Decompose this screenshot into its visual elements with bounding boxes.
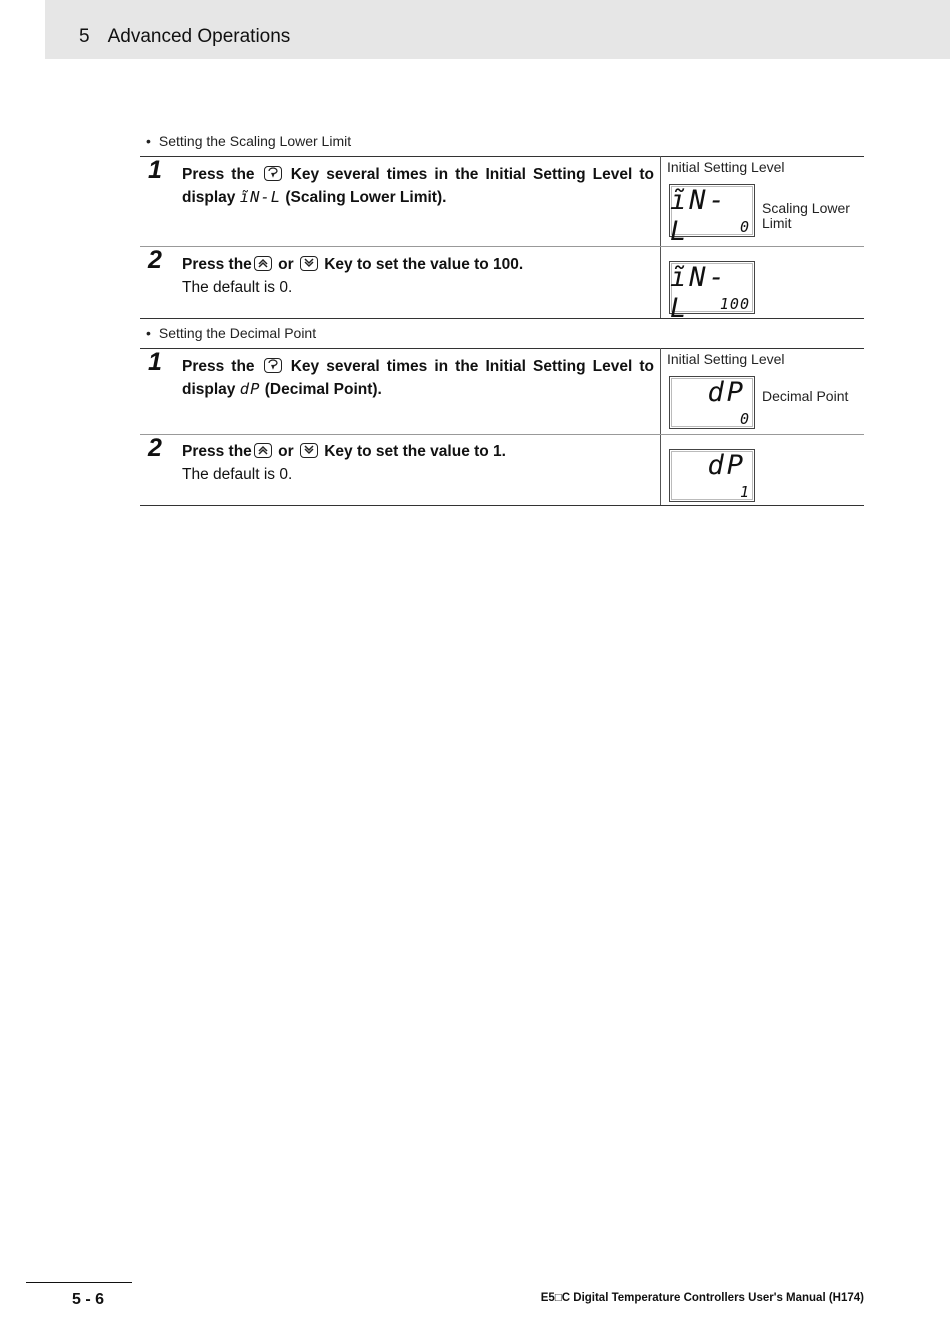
- up-key-icon: [254, 256, 272, 271]
- step-number: 2: [148, 246, 162, 274]
- down-key-icon: [300, 443, 318, 458]
- chapter-name: Advanced Operations: [107, 26, 291, 47]
- table-bottom-rule: [140, 505, 864, 506]
- lcd-sv: 1: [739, 483, 750, 501]
- table-bottom-rule: [140, 318, 864, 319]
- level-label: Initial Setting Level: [667, 351, 785, 367]
- lcd-pv: dP: [707, 450, 746, 481]
- chapter-number: 5: [79, 26, 90, 47]
- column-divider: [660, 156, 661, 319]
- step-number: 1: [148, 348, 162, 376]
- lcd-pv: dP: [707, 377, 746, 408]
- chapter-title: [79, 26, 290, 48]
- step-number: 2: [148, 434, 162, 462]
- manual-title: E5□C Digital Temperature Controllers User's Manual (H174): [540, 1292, 864, 1304]
- lcd-display: [669, 376, 755, 429]
- section-heading-scaling-lower-limit: • Setting the Scaling Lower Limit: [146, 133, 352, 149]
- param-code: dP: [239, 380, 261, 398]
- down-key-icon: [300, 256, 318, 271]
- lcd-caption: Scaling Lower Limit: [762, 200, 850, 231]
- mode-key-icon: [264, 166, 282, 181]
- step-instruction: Press the or Key to set the value to 1. The default is 0.: [182, 443, 506, 483]
- table-top-rule: [140, 348, 864, 349]
- step-instruction: Press the or Key to set the value to 100. The default is 0.: [182, 256, 524, 296]
- chapter-header: [45, 0, 950, 59]
- table-top-rule: [140, 156, 864, 157]
- lcd-display: [669, 449, 755, 502]
- footer-rule: [26, 1282, 132, 1283]
- lcd-pv: ĩN-L: [670, 185, 728, 247]
- level-label: Initial Setting Level: [667, 159, 785, 175]
- bullet-icon: •: [146, 133, 151, 149]
- lcd-sv: 0: [739, 410, 750, 428]
- column-divider: [660, 348, 661, 506]
- lcd-sv: 0: [739, 218, 750, 236]
- param-code: ĩN-L: [239, 188, 282, 206]
- step-number: 1: [148, 156, 162, 184]
- lcd-pv: ĩN-L: [670, 262, 728, 324]
- up-key-icon: [254, 443, 272, 458]
- lcd-display: [669, 261, 755, 324]
- step-divider: [140, 246, 864, 247]
- step-instruction: Press the Key several times in the Initial Setting Level to display ĩN-L (Scaling Lower Limit).: [182, 166, 654, 206]
- section-heading-decimal-point: • Setting the Decimal Point: [146, 325, 317, 341]
- bullet-icon: •: [146, 325, 151, 341]
- lcd-sv: 100: [719, 295, 750, 313]
- lcd-display: [669, 184, 755, 247]
- mode-key-icon: [264, 358, 282, 373]
- lcd-caption: Decimal Point: [762, 388, 849, 404]
- page-number: 5 - 6: [72, 1291, 105, 1308]
- step-divider: [140, 434, 864, 435]
- step-instruction: Press the Key several times in the Initial Setting Level to display dP (Decimal Point).: [182, 358, 654, 398]
